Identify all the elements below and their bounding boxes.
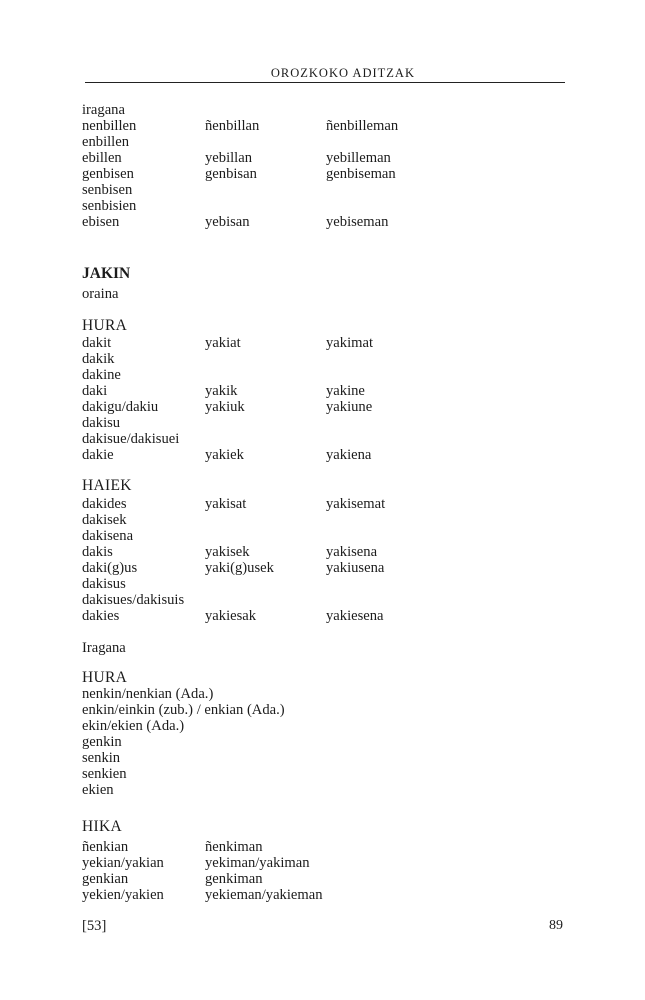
text-line: genkian [82,871,129,887]
header-rule [85,82,565,83]
text-line: genkin [82,734,122,750]
text-line: yekieman/yakieman [205,887,323,903]
text-line: dakie [82,447,114,463]
text-line: daki(g)us [82,560,138,576]
text-line: dakigu/dakiu [82,399,159,415]
text-line: yakik [205,383,238,399]
group-label: HIKA [82,818,122,835]
text-line: nenbillen [82,118,137,134]
text-line: ñenkian [82,839,129,855]
text-line: senkin [82,750,121,766]
text-line: genbiseman [326,166,396,182]
text-line: dakisues/dakisuis [82,592,185,608]
text-line: dakisena [82,528,134,544]
text-line: enbillen [82,134,130,150]
text-line: yakiena [326,447,372,463]
text-line: yakiuk [205,399,245,415]
header-title: OROZKOKO ADITZAK [270,66,415,80]
text-line: ekin/ekien (Ada.) [82,718,185,734]
text-line: ñenbilleman [326,118,399,134]
text-line: dakit [82,335,112,351]
text-line: yakiek [205,447,244,463]
text-line: genbisen [82,166,134,182]
text-line: yakiune [326,399,373,415]
text-line: ebisen [82,214,120,230]
group-label: HURA [82,669,128,686]
text-line: daki [82,383,108,399]
text-line: yakiat [205,335,241,351]
text-line: dakine [82,367,121,383]
text-line: yakiesena [326,608,384,624]
text-line: enkin/einkin (zub.) / enkian (Ada.) [82,702,285,718]
text-line: dakides [82,496,127,512]
text-line: yakisemat [326,496,386,512]
text-line: yakisena [326,544,378,560]
text-line: senbisen [82,182,133,198]
text-line: dakis [82,544,113,560]
text-line: senkien [82,766,127,782]
text-line: iragana [82,102,125,118]
text-line: yakiusena [326,560,385,576]
group-label: HAIEK [82,477,132,494]
text-line: ñenbillan [205,118,260,134]
text-line: ekien [82,782,114,798]
text-line: yakisek [205,544,250,560]
text-line: senbisien [82,198,137,214]
section-subtitle: Iragana [82,640,126,656]
text-line: dakisue/dakisuei [82,431,180,447]
text-line: dakisu [82,415,121,431]
group-label: HURA [82,317,128,334]
text-line: yaki(g)usek [205,560,274,576]
footer-reference: [53] [82,918,107,934]
text-line: ebillen [82,150,122,166]
running-header [85,66,565,81]
text-line: dakisek [82,512,127,528]
text-line: genkiman [205,871,263,887]
text-line: yebisan [205,214,250,230]
text-line: yekiman/yakiman [205,855,310,871]
text-line: yebillan [205,150,253,166]
section-title: JAKIN [82,265,131,282]
page-number: 89 [549,918,563,933]
text-line: yebilleman [326,150,391,166]
text-line: yakine [326,383,365,399]
text-line: dakisus [82,576,126,592]
text-line: nenkin/nenkian (Ada.) [82,686,214,702]
text-line: dakies [82,608,120,624]
text-line: genbisan [205,166,257,182]
text-line: dakik [82,351,115,367]
section-subtitle: oraina [82,286,119,302]
text-line: ñenkiman [205,839,263,855]
text-line: yakiesak [205,608,257,624]
text-line: yekien/yakien [82,887,164,903]
text-line: yebiseman [326,214,389,230]
text-line: yakimat [326,335,374,351]
text-line: yakisat [205,496,247,512]
text-line: yekian/yakian [82,855,164,871]
